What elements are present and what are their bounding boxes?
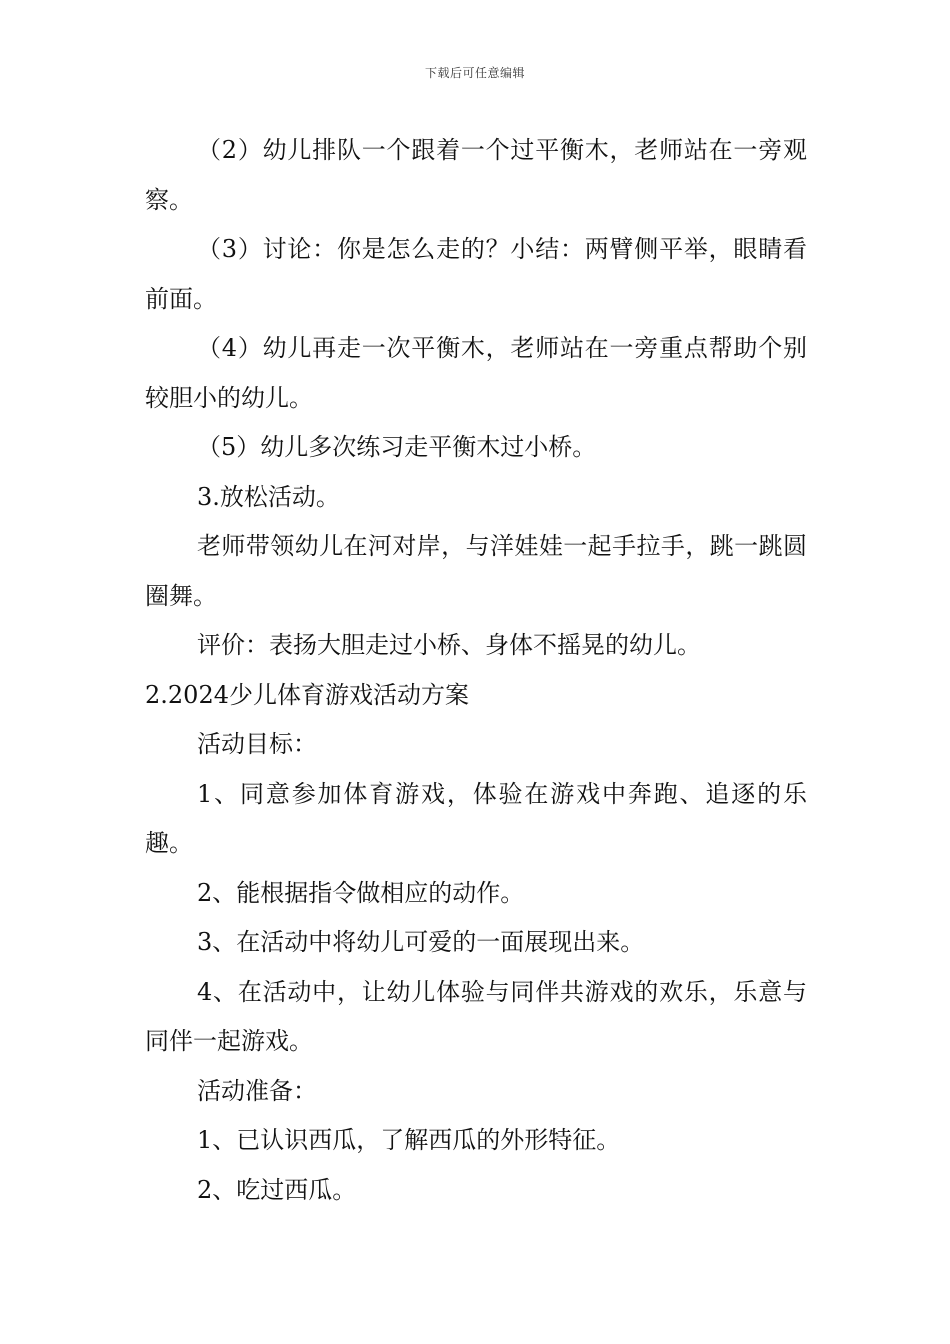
paragraph-preparation-heading: 活动准备： — [197, 1076, 317, 1105]
paragraph-goal-4: 4、在活动中，让幼儿体验与同伴共游戏的欢乐，乐意与同伴一起游戏。 — [145, 977, 807, 1055]
paragraph-relax-activity: 3.放松活动。 — [197, 482, 340, 511]
paragraph-goals-heading: 活动目标： — [197, 730, 317, 758]
paragraph-goal-1: 1、同意参加体育游戏，体验在游戏中奔跑、追逐的乐趣。 — [145, 779, 807, 857]
paragraph-goal-2: 2、能根据指令做相应的动作。 — [197, 878, 525, 907]
page-header: 下载后可任意编辑 — [424, 66, 525, 80]
paragraph-goal-3: 3、在活动中将幼儿可爱的一面展现出来。 — [197, 928, 645, 956]
paragraph-relax-description: 老师带领幼儿在河对岸，与洋娃娃一起手拉手，跳一跳圆圈舞。 — [145, 532, 807, 610]
paragraph-step-5: （5）幼儿多次练习走平衡木过小桥。 — [197, 433, 597, 461]
paragraph-evaluation: 评价：表扬大胆走过小桥、身体不摇晃的幼儿。 — [197, 631, 701, 659]
paragraph-step-4: （4）幼儿再走一次平衡木，老师站在一旁重点帮助个别较胆小的幼儿。 — [145, 334, 807, 412]
section-heading: 2.2024少儿体育游戏活动方案 — [145, 680, 469, 709]
paragraph-preparation-1: 1、已认识西瓜，了解西瓜的外形特征。 — [197, 1126, 621, 1154]
paragraph-step-3: （3）讨论：你是怎么走的？小结：两臂侧平举，眼睛看前面。 — [145, 235, 807, 313]
paragraph-step-2: （2）幼儿排队一个跟着一个过平衡木，老师站在一旁观察。 — [145, 136, 807, 214]
document-body — [145, 126, 807, 1215]
paragraph-preparation-2: 2、吃过西瓜。 — [197, 1175, 357, 1204]
